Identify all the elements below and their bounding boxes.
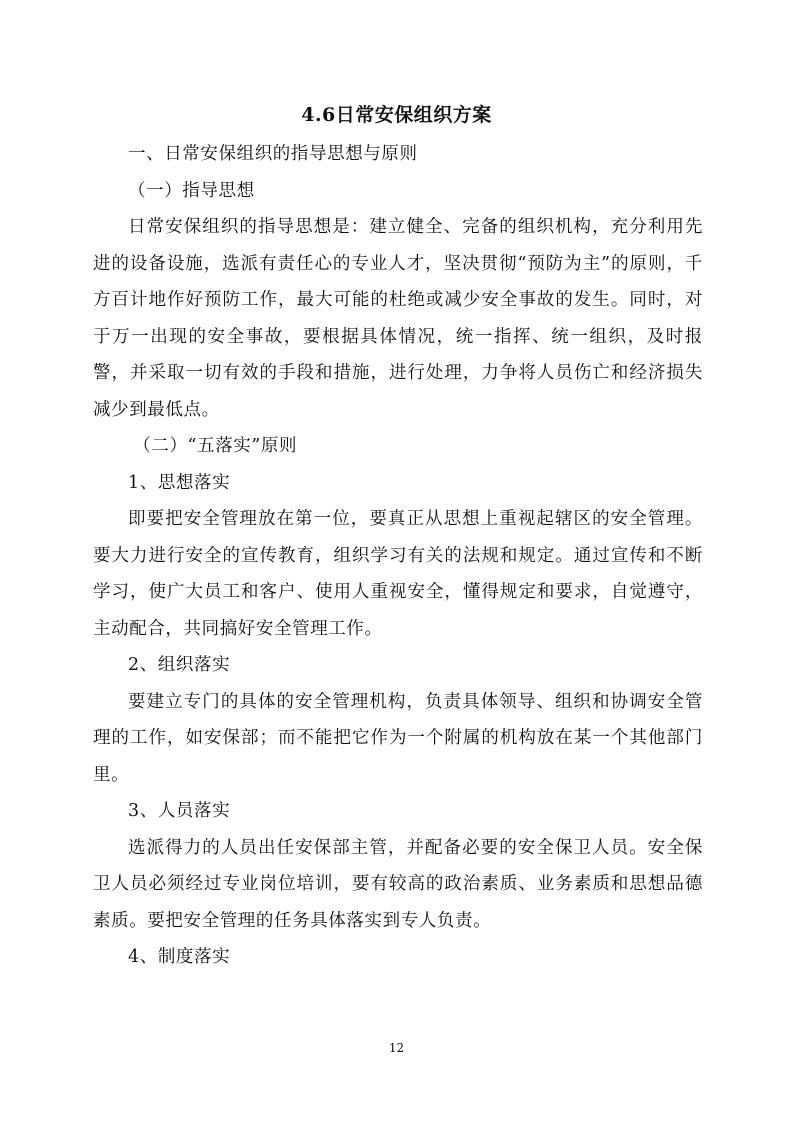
list-heading: 2、组织落实 xyxy=(128,655,231,675)
section-heading: 一、日常安保组织的指导思想与原则 xyxy=(128,144,418,164)
subsection-heading: （二）“五落实”原则 xyxy=(133,436,298,456)
list-heading: 4、制度落实 xyxy=(128,947,231,967)
list-heading: 3、人员落实 xyxy=(128,801,231,821)
body-paragraph: 日常安保组织的指导思想是：建立健全、完备的组织机构，充分利用先进的设备设施，选派有责任心的专业人才，坚决贯彻“预防为主”的原则，千方百计地作好预防工作，最大可能的杜绝或减少安全事故的发生。同时，对于万一出现的安全事故，要根据具体情况，统一指挥、统一组织，及时报警，并采取一切有效的手段和措施，进行处理，力争将人员伤亡和经济损失减少到最低点。 xyxy=(93,217,703,420)
document-body xyxy=(93,136,703,976)
body-paragraph: 选派得力的人员出任安保部主管，并配备必要的安全保卫人员。安全保卫人员必须经过专业岗位培训，要有较高的政治素质、业务素质和思想品德素质。要把安全管理的任务具体落实到专人负责。 xyxy=(93,837,703,931)
page-title: 4.6日常安保组织方案 xyxy=(301,104,492,126)
subsection-heading: （一）指导思想 xyxy=(128,180,255,201)
page-number: 12 xyxy=(388,1041,405,1055)
body-paragraph: 要建立专门的具体的安全管理机构，负责具体领导、组织和协调安全管理的工作，如安保部；而不能把它作为一个附属的机构放在某一个其他部门里。 xyxy=(93,691,703,785)
list-heading: 1、思想落实 xyxy=(128,472,231,493)
body-paragraph: 即要把安全管理放在第一位，要真正从思想上重视起辖区的安全管理。要大力进行安全的宣传教育，组织学习有关的法规和规定。通过宣传和不断学习，使广大员工和客户、使用人重视安全，懂得规定和要求，自觉遵守，主动配合，共同搞好安全管理工作。 xyxy=(93,509,703,639)
